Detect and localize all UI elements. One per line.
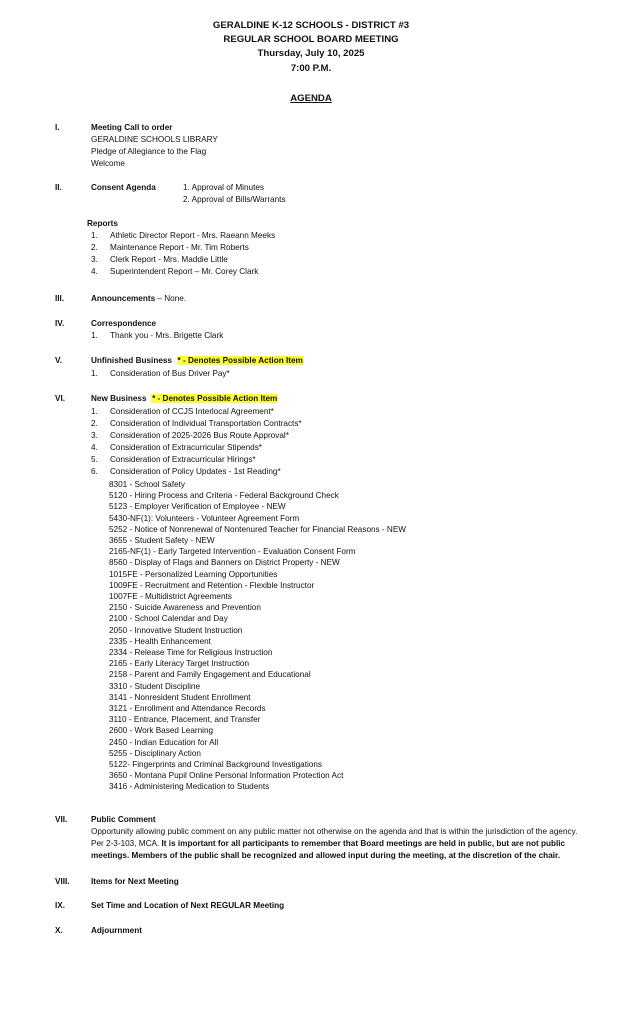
new-business-line [91,393,278,404]
policy-item: 8301 - School Safety [109,480,186,489]
section-title: New Business [91,394,147,403]
item-number: 4. [91,443,98,452]
policy-item: 5252 - Notice of Nonrenewal of Nontenured Teacher for Financial Reasons - NEW [109,524,407,534]
policy-item: 3110 - Entrance, Placement, and Transfer [109,715,261,725]
section-title: Adjournment [91,926,142,935]
section-title: Items for Next Meeting [91,877,179,886]
announcements-line [91,293,186,304]
public-comment-text [91,826,579,862]
policy-item: 2165-NF(1) - Early Targeted Intervention - Evaluation Consent Form [109,547,356,557]
report-item: Athletic Director Report - Mrs. Raeann Meeks [110,231,276,240]
section-title: Unfinished Business [91,356,172,365]
item-number: 1. [91,231,98,240]
item-number: 3. [91,431,98,440]
public-comment-normal: Opportunity allowing public comment on any public matter not otherwise on the agenda and that is within the jurisdiction of the agency. Per 2-3-103, MCA. [91,827,578,848]
policy-item: 3650 - Montana Pupil Online Personal Information Protection Act [109,771,344,781]
new-business-item: Consideration of Policy Updates - 1st Reading* [110,467,281,476]
item-number: 2. [91,419,98,428]
report-item: Clerk Report - Mrs. Maddie Little [110,255,228,264]
policy-item: 2335 - Health Enhancement [109,636,211,646]
policy-item: 2450 - Indian Education for All [109,737,219,747]
action-item-note: * - Denotes Possible Action Item [177,356,303,365]
policy-item: 2100 - School Calendar and Day [109,614,228,624]
section-title: Set Time and Location of Next REGULAR Meeting [91,901,285,910]
item-number: 1. [91,331,98,340]
meeting-time: 7:00 P.M. [290,63,332,74]
section-number: V. [55,356,62,365]
policy-item: 2150 - Suicide Awareness and Prevention [109,603,261,613]
policy-item: 2600 - Work Based Learning [109,726,214,736]
policy-item: 3310 - Student Discipline [109,681,201,691]
section-number: VIII. [55,877,70,886]
policy-item: 5430-NF(1): Volunteers - Volunteer Agreement Form [109,513,300,523]
policy-item: 3416 - Administering Medication to Students [109,782,270,792]
section-number: VI. [55,394,66,403]
correspondence-item: Thank you - Mrs. Brigette Clark [110,331,224,340]
section-number: X. [55,926,63,935]
new-business-item: Consideration of 2025-2026 Bus Route Approval* [110,431,289,440]
report-item: Superintendent Report – Mr. Corey Clark [110,267,259,276]
district-title: GERALDINE K-12 SCHOOLS - DISTRICT #3 [212,20,410,31]
agenda-heading: AGENDA [290,93,332,104]
section-title: Meeting Call to order [91,123,173,132]
consent-item: 1. Approval of Minutes [183,183,265,192]
section-number: II. [55,183,62,192]
policy-item: 3121 - Enrollment and Attendance Records [109,704,266,713]
policy-item: 5123 - Employer Verification of Employee - NEW [109,502,286,512]
unfinished-business-line [91,355,304,366]
reports-heading: Reports [87,219,118,228]
section-title: Public Comment [91,815,156,824]
meeting-location: GERALDINE SCHOOLS LIBRARY [91,135,218,144]
section-number: I. [55,123,60,132]
new-business-item: Consideration of Individual Transportation Contracts* [110,419,302,428]
new-business-item: Consideration of Extracurricular Hirings* [110,455,256,464]
consent-item: 2. Approval of Bills/Warrants [183,195,286,204]
policy-item: 1009FE - Recruitment and Retention - Flexible Instructor [109,580,315,590]
action-item-note: * - Denotes Possible Action Item [152,394,278,403]
policy-item: 1007FE - Multidistrict Agreements [109,592,232,601]
public-comment-bold: It is important for all participants to remember that Board meetings are held in public, but are not public meetings. Members of the public shall be recognized and allowed input during the meeting, at the discretion of the chair. [91,839,566,860]
item-number: 5. [91,455,98,464]
policy-item: 5120 - Hiring Process and Criteria - Federal Background Check [109,491,339,501]
policy-item: 2165 - Early Literacy Target Instruction [109,659,250,669]
agenda-line: Welcome [91,159,125,168]
item-number: 1. [91,407,98,416]
policy-item: 3141 - Nonresident Student Enrollment [109,692,251,702]
item-number: 6. [91,467,98,476]
section-title: Correspondence [91,319,157,328]
section-title: Announcements [91,294,156,303]
policy-item: 2050 - Innovative Student Instruction [109,625,243,635]
policy-item: 5122- Fingerprints and Criminal Background Investigations [109,760,322,769]
new-business-item: Consideration of Extracurricular Stipends* [110,443,262,452]
item-number: 3. [91,255,98,264]
meeting-date: Thursday, July 10, 2025 [257,48,365,59]
policy-item: 2158 - Parent and Family Engagement and Educational [109,670,311,680]
agenda-line: Pledge of Allegiance to the Flag [91,147,207,156]
new-business-item: Consideration of CCJS Interlocal Agreement* [110,407,274,416]
section-number: VII. [55,815,68,824]
unfinished-item: Consideration of Bus Driver Pay* [110,369,230,378]
section-number: III. [55,294,65,303]
item-number: 4. [91,267,98,276]
announcements-text: – None. [155,294,187,303]
item-number: 2. [91,243,98,252]
section-title: Consent Agenda [91,183,156,192]
policy-item: 8560 - Display of Flags and Banners on District Property - NEW [109,558,340,568]
section-number: IX. [55,901,66,910]
policy-item: 5255 - Disciplinary Action [109,748,201,758]
report-item: Maintenance Report - Mr. Tim Roberts [110,243,249,252]
policy-item: 3655 - Student Safety - NEW [109,536,215,545]
section-number: IV. [55,319,65,328]
item-number: 1. [91,369,98,378]
meeting-title: REGULAR SCHOOL BOARD MEETING [223,34,399,45]
policy-item: 1015FE - Personalized Learning Opportunities [109,569,278,579]
policy-item: 2334 - Release Time for Religious Instruction [109,648,273,657]
